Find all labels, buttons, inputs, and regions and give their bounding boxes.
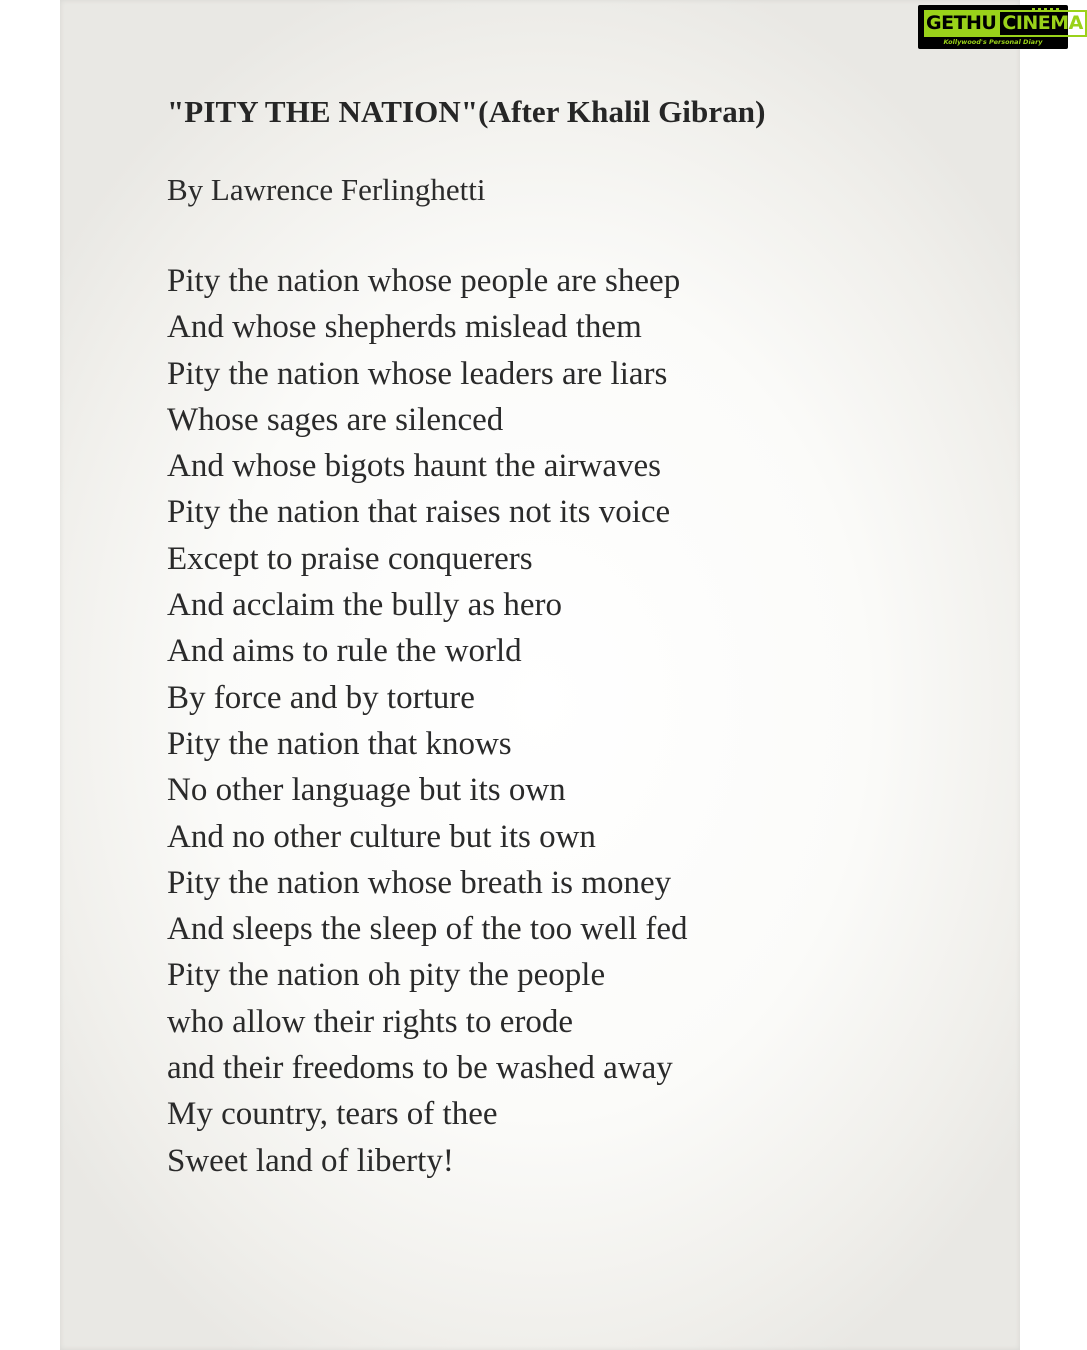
poem-line: No other language but its own [167, 772, 566, 809]
poem-line: Pity the nation that knows [167, 725, 512, 762]
poem-line: Whose sages are silenced [167, 401, 504, 438]
poem-line: Sweet land of liberty! [167, 1142, 454, 1179]
poem-title [167, 92, 947, 132]
poem-line: And whose bigots haunt the airwaves [167, 448, 661, 485]
logo-tagline: Kollywood's Personal Diary [943, 38, 1043, 46]
poem-line: and their freedoms to be washed away [167, 1050, 673, 1087]
poem-document [167, 92, 947, 1184]
poem-line: Pity the nation whose leaders are liars [167, 355, 668, 392]
poem-line: Pity the nation whose breath is money [167, 864, 672, 901]
logo-wordmark [924, 10, 1087, 37]
poem-title-main: "PITY THE NATION" [167, 94, 479, 129]
poem-line: By force and by torture [167, 679, 475, 716]
poem-author: By Lawrence Ferlinghetti [167, 172, 486, 207]
poem-line: And sleeps the sleep of the too well fed [167, 911, 688, 948]
poem-line: And whose shepherds mislead them [167, 309, 642, 346]
poem-line: Except to praise conquerers [167, 540, 533, 577]
poem-line: Pity the nation that raises not its voice [167, 494, 671, 531]
logo-name-part-b: CINEMA [998, 10, 1087, 37]
poem-line: My country, tears of thee [167, 1096, 498, 1133]
poem-line: who allow their rights to erode [167, 1003, 573, 1040]
film-strip-icon [1032, 8, 1062, 12]
poem-line: Pity the nation oh pity the people [167, 957, 606, 994]
poem-line: And aims to rule the world [167, 633, 522, 670]
poem-subtitle: (After Khalil Gibran) [478, 94, 766, 129]
gethucinema-logo [918, 5, 1083, 49]
poem-line: And acclaim the bully as hero [167, 587, 562, 624]
poem-body [167, 258, 947, 1184]
poem-line: Pity the nation whose people are sheep [167, 263, 681, 299]
poem-line: And no other culture but its own [167, 818, 596, 855]
logo-name-part-a: GETHU [924, 10, 998, 37]
